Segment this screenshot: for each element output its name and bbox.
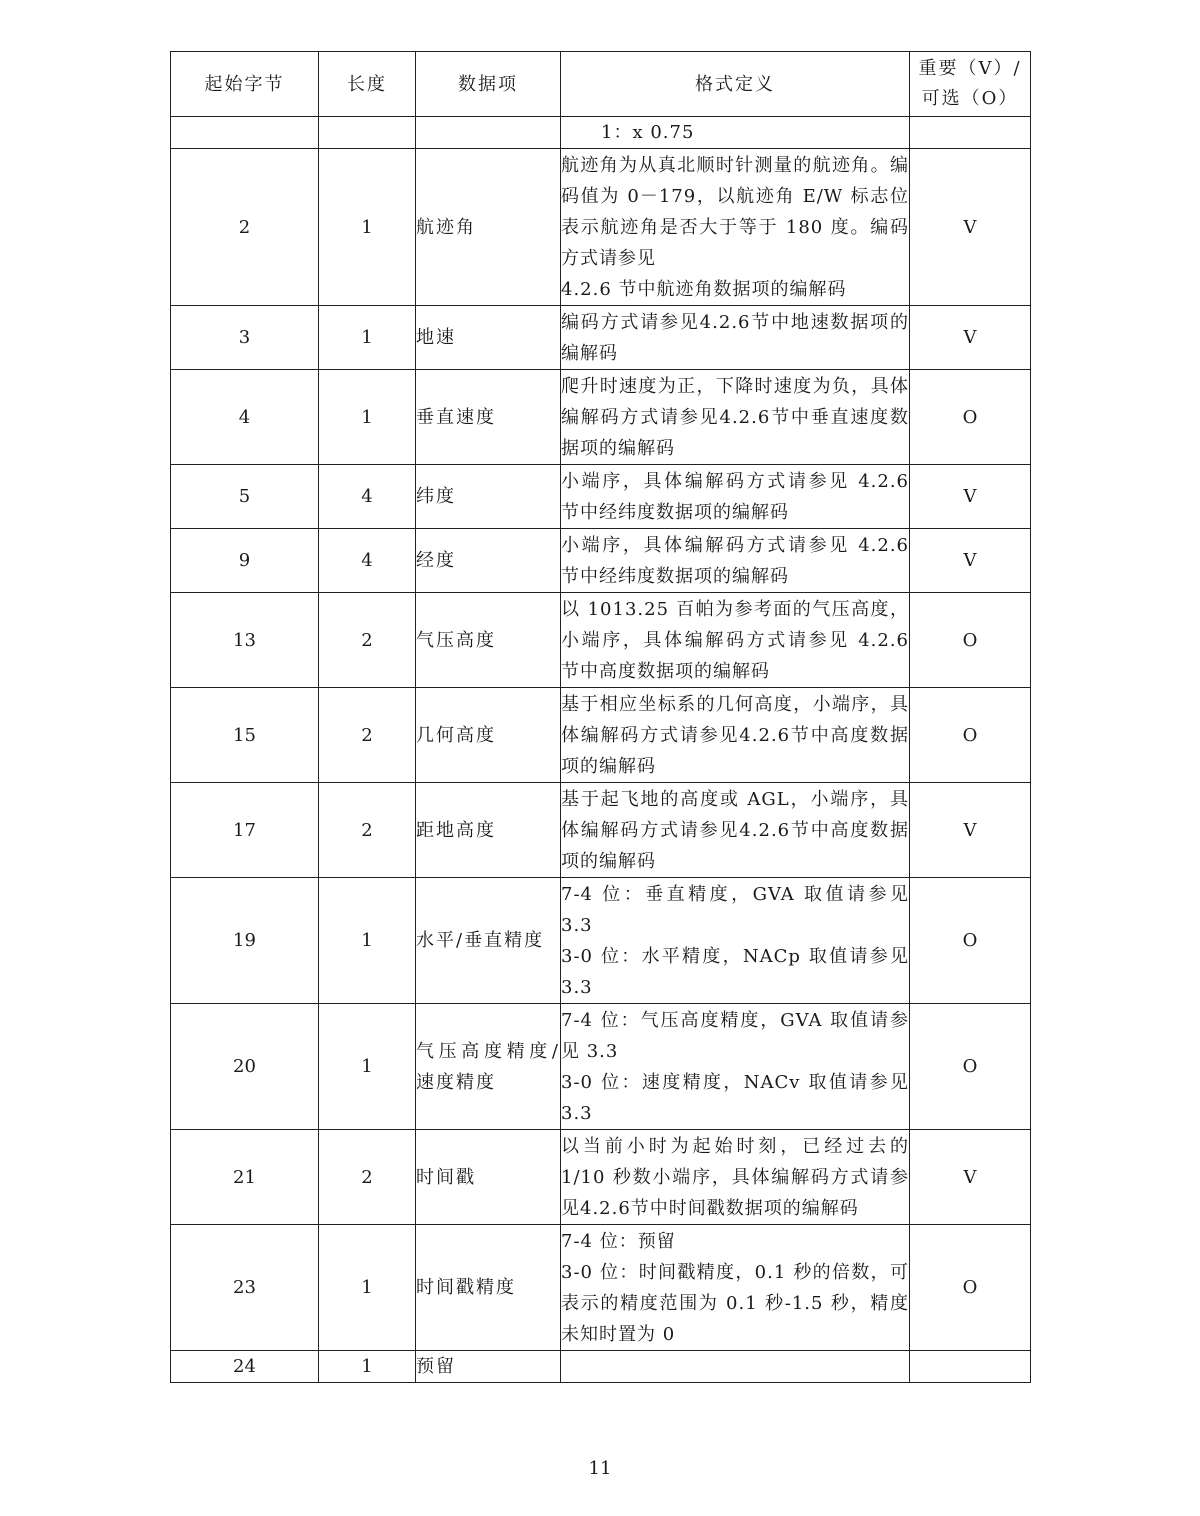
table-row xyxy=(171,1225,1031,1351)
cell-start: 9 xyxy=(171,529,319,593)
cell-format xyxy=(561,1004,910,1130)
format-line: 爬升时速度为正，下降时速度为负，具体编解码方式请参见4.2.6节中垂直速度数据项的编解码 xyxy=(561,375,909,459)
cell-length: 4 xyxy=(319,529,416,593)
format-line: 基于相应坐标系的几何高度，小端序，具体编解码方式请参见4.2.6节中高度数据项的编解码 xyxy=(561,693,909,777)
table-row xyxy=(171,306,1031,370)
table-row xyxy=(171,1351,1031,1383)
cell-start: 20 xyxy=(171,1004,319,1130)
cell-start: 15 xyxy=(171,688,319,783)
cell-importance: O xyxy=(910,370,1031,465)
cell-start: 3 xyxy=(171,306,319,370)
format-line: 7-4 位：气压高度精度，GVA 取值请参见 3.3 xyxy=(561,1009,909,1062)
cell-importance: V xyxy=(910,529,1031,593)
cell-importance: V xyxy=(910,783,1031,878)
cell-format xyxy=(561,1130,910,1225)
cell-format xyxy=(561,370,910,465)
cell-start: 17 xyxy=(171,783,319,878)
header-importance xyxy=(910,52,1031,117)
table-row-note xyxy=(171,117,1031,149)
cell-item: 经度 xyxy=(416,529,561,593)
cell-start: 4 xyxy=(171,370,319,465)
cell-item: 距地高度 xyxy=(416,783,561,878)
cell-item: 气压高度精度/速度精度 xyxy=(416,1004,561,1130)
cell-item: 几何高度 xyxy=(416,688,561,783)
cell-item: 垂直速度 xyxy=(416,370,561,465)
cell-start: 21 xyxy=(171,1130,319,1225)
format-line: 7-4 位：垂直精度，GVA 取值请参见 3.3 xyxy=(561,883,909,936)
cell-length: 2 xyxy=(319,593,416,688)
cell-item: 纬度 xyxy=(416,465,561,529)
cell-item: 预留 xyxy=(416,1351,561,1383)
format-line: 3-0 位：速度精度，NACv 取值请参见 3.3 xyxy=(561,1071,909,1124)
cell-importance: O xyxy=(910,1004,1031,1130)
cell-length: 1 xyxy=(319,370,416,465)
table-row xyxy=(171,1004,1031,1130)
format-line: 7-4 位：预留 xyxy=(561,1230,676,1252)
table-header-row xyxy=(171,52,1031,117)
cell-format xyxy=(561,878,910,1004)
cell-length: 2 xyxy=(319,783,416,878)
cell-start: 2 xyxy=(171,149,319,306)
cell-importance xyxy=(910,1351,1031,1383)
header-length: 长度 xyxy=(319,52,416,117)
format-line: 3-0 位：水平精度，NACp 取值请参见 3.3 xyxy=(561,945,909,998)
cell-format xyxy=(561,1351,910,1383)
table-row xyxy=(171,370,1031,465)
cell-item: 航迹角 xyxy=(416,149,561,306)
cell-importance: V xyxy=(910,1130,1031,1225)
table-row xyxy=(171,688,1031,783)
cell-length: 2 xyxy=(319,688,416,783)
cell-length: 1 xyxy=(319,1225,416,1351)
cell-length: 1 xyxy=(319,306,416,370)
cell-format xyxy=(561,1225,910,1351)
cell-importance: V xyxy=(910,465,1031,529)
cell-format xyxy=(561,306,910,370)
table-row xyxy=(171,593,1031,688)
cell-format xyxy=(561,688,910,783)
header-format-definition: 格式定义 xyxy=(561,52,910,117)
format-line: 以 1013.25 百帕为参考面的气压高度，小端序，具体编解码方式请参见 4.2.6 节中高度数据项的编解码 xyxy=(561,598,909,682)
cell-importance: V xyxy=(910,149,1031,306)
table-row xyxy=(171,529,1031,593)
cell-item: 地速 xyxy=(416,306,561,370)
format-line: 编码方式请参见4.2.6节中地速数据项的编解码 xyxy=(561,311,909,364)
cell-length: 1 xyxy=(319,149,416,306)
cell-format-note: 1：x 0.75 xyxy=(561,117,910,149)
cell-length: 1 xyxy=(319,1351,416,1383)
header-data-item: 数据项 xyxy=(416,52,561,117)
table-row xyxy=(171,465,1031,529)
cell-start: 19 xyxy=(171,878,319,1004)
cell-item: 时间戳精度 xyxy=(416,1225,561,1351)
cell-importance xyxy=(910,117,1031,149)
header-start-byte: 起始字节 xyxy=(171,52,319,117)
cell-item xyxy=(416,117,561,149)
cell-importance: O xyxy=(910,1225,1031,1351)
cell-length: 2 xyxy=(319,1130,416,1225)
cell-format xyxy=(561,593,910,688)
format-line: 小端序，具体编解码方式请参见 4.2.6 节中经纬度数据项的编解码 xyxy=(561,534,909,587)
format-line: 3-0 位：时间戳精度，0.1 秒的倍数，可表示的精度范围为 0.1 秒-1.5 秒，精度未知时置为 0 xyxy=(561,1261,909,1345)
cell-item: 水平/垂直精度 xyxy=(416,878,561,1004)
cell-start: 24 xyxy=(171,1351,319,1383)
cell-start xyxy=(171,117,319,149)
cell-item: 气压高度 xyxy=(416,593,561,688)
cell-format xyxy=(561,149,910,306)
format-line: 4.2.6 节中航迹角数据项的编解码 xyxy=(561,278,847,300)
format-line: 航迹角为从真北顺时针测量的航迹角。编码值为 0－179，以航迹角 E/W 标志位表示航迹角是否大于等于 180 度。编码方式请参见 xyxy=(561,154,909,269)
format-line: 小端序，具体编解码方式请参见 4.2.6 节中经纬度数据项的编解码 xyxy=(561,470,909,523)
cell-format xyxy=(561,783,910,878)
table-row xyxy=(171,149,1031,306)
cell-length: 1 xyxy=(319,878,416,1004)
cell-importance: O xyxy=(910,688,1031,783)
page-number: 11 xyxy=(588,1458,612,1479)
table-row xyxy=(171,1130,1031,1225)
cell-length: 1 xyxy=(319,1004,416,1130)
cell-length xyxy=(319,117,416,149)
format-line: 以当前小时为起始时刻，已经过去的 1/10 秒数小端序，具体编解码方式请参见4.2.6节中时间戳数据项的编解码 xyxy=(561,1135,909,1219)
data-format-table xyxy=(170,51,1031,1383)
table-body xyxy=(171,117,1031,1383)
table-row xyxy=(171,878,1031,1004)
header-importance-line1: 重要（V）/ xyxy=(918,58,1022,79)
cell-start: 5 xyxy=(171,465,319,529)
cell-importance: O xyxy=(910,878,1031,1004)
cell-format xyxy=(561,529,910,593)
cell-importance: V xyxy=(910,306,1031,370)
cell-item: 时间戳 xyxy=(416,1130,561,1225)
cell-format xyxy=(561,465,910,529)
cell-start: 23 xyxy=(171,1225,319,1351)
cell-start: 13 xyxy=(171,593,319,688)
header-importance-line2: 可选（O） xyxy=(921,88,1019,109)
cell-length: 4 xyxy=(319,465,416,529)
table-row xyxy=(171,783,1031,878)
format-line: 基于起飞地的高度或 AGL，小端序，具体编解码方式请参见4.2.6节中高度数据项的编解码 xyxy=(561,788,909,872)
cell-importance: O xyxy=(910,593,1031,688)
